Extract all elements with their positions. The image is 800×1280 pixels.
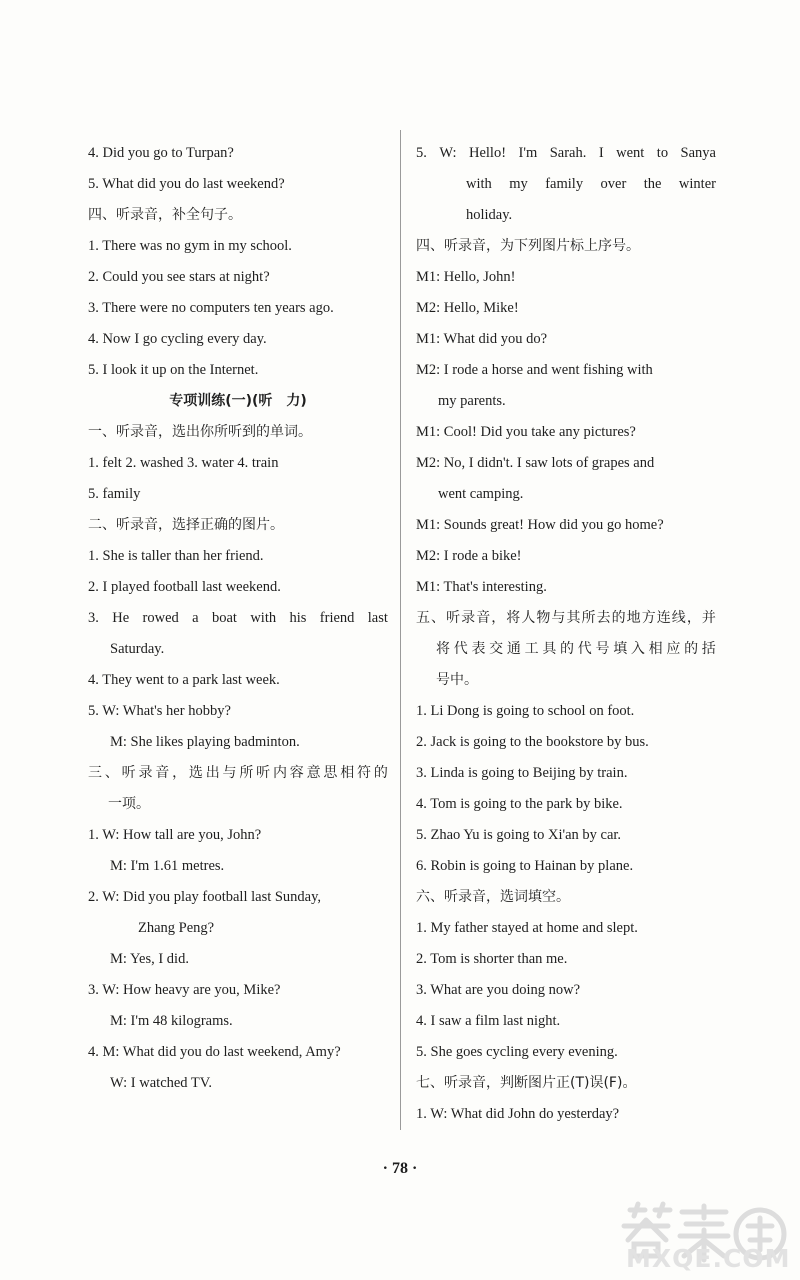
text-line: 1. She is taller than her friend. — [88, 548, 264, 564]
column-divider — [400, 130, 401, 1130]
text-line: 3. There were no computers ten years ago. — [88, 300, 334, 316]
text-line: 5. What did you do last weekend? — [88, 176, 285, 192]
left-column — [88, 138, 388, 1099]
text-line: 5. Zhao Yu is going to Xi'an by car. — [416, 827, 622, 843]
text-line: 3. What are you doing now? — [416, 982, 581, 998]
text-line: 4. They went to a park last week. — [88, 672, 280, 688]
text-line: M: She likes playing badminton. — [110, 734, 300, 750]
text-line: holiday. — [466, 207, 513, 223]
text-line: M1: Hello, John! — [416, 269, 516, 285]
text-line: 四、听录音，为下列图片标上序号。 — [416, 238, 640, 254]
text-line: 专项训练(一)(听 力) — [169, 393, 307, 409]
text-line: Saturday. — [110, 641, 165, 657]
text-line: M: I'm 48 kilograms. — [110, 1013, 233, 1029]
text-line: 5. W: What's her hobby? — [88, 703, 231, 719]
text-line: M1: What did you do? — [416, 331, 548, 347]
text-line: 6. Robin is going to Hainan by plane. — [416, 858, 634, 874]
text-line: 号中。 — [436, 672, 478, 688]
text-line: 1. felt 2. washed 3. water 4. train — [88, 455, 279, 471]
text-line: M1: Cool! Did you take any pictures? — [416, 424, 636, 440]
text-line: 4. Tom is going to the park by bike. — [416, 796, 623, 812]
text-line: 2. W: Did you play football last Sunday, — [88, 889, 322, 905]
text-line: M2: Hello, Mike! — [416, 300, 519, 316]
text-line: 4. Now I go cycling every day. — [88, 331, 267, 347]
text-line: Zhang Peng? — [138, 920, 215, 936]
text-line: 1. W: What did John do yesterday? — [416, 1106, 620, 1122]
text-line: went camping. — [438, 486, 524, 502]
text-line: 4. I saw a film last night. — [416, 1013, 561, 1029]
text-line: 2. Tom is shorter than me. — [416, 951, 568, 967]
text-line: 一项。 — [108, 796, 150, 812]
text-line: 1. My father stayed at home and slept. — [416, 920, 638, 936]
text-line: with my family over the winter — [466, 176, 716, 192]
text-line: 5. I look it up on the Internet. — [88, 362, 259, 378]
page-number: · 78 · — [382, 1160, 418, 1177]
text-line: 5. W: Hello! I'm Sarah. I went to Sanya — [416, 145, 716, 161]
text-line: 将 代 表 交 通 工 具 的 代 号 填 入 相 应 的 括 — [436, 641, 716, 657]
text-line: M: I'm 1.61 metres. — [110, 858, 225, 874]
text-line: M1: Sounds great! How did you go home? — [416, 517, 664, 533]
text-line: M2: I rode a bike! — [416, 548, 522, 564]
text-line: 2. Could you see stars at night? — [88, 269, 270, 285]
text-line: 3. Linda is going to Beijing by train. — [416, 765, 628, 781]
text-line: 5. family — [88, 486, 141, 502]
text-line: M1: That's interesting. — [416, 579, 547, 595]
text-line: 1. W: How tall are you, John? — [88, 827, 262, 843]
text-line: 六、听录音，选词填空。 — [416, 889, 570, 905]
text-line: 四、听录音，补全句子。 — [88, 207, 242, 223]
text-line: 三 、 听 录 音 ， 选 出 与 所 听 内 容 意 思 相 符 的 — [88, 765, 388, 781]
text-line: 5. She goes cycling every evening. — [416, 1044, 618, 1060]
text-line: M2: No, I didn't. I saw lots of grapes and — [416, 455, 655, 471]
text-line: M2: I rode a horse and went fishing with — [416, 362, 653, 378]
text-line: 4. Did you go to Turpan? — [88, 145, 234, 161]
text-line: 二、听录音，选择正确的图片。 — [88, 517, 284, 533]
text-line: M: Yes, I did. — [110, 951, 189, 967]
text-line: 3. He rowed a boat with his friend last — [88, 610, 388, 626]
text-line: 3. W: How heavy are you, Mike? — [88, 982, 281, 998]
watermark-url: MXQE.COM — [626, 1244, 791, 1273]
text-line: 五 、 听 录 音 ， 将 人 物 与 其 所 去 的 地 方 连 线 ， 并 — [416, 610, 716, 626]
text-line: 一、听录音，选出你所听到的单词。 — [88, 424, 312, 440]
text-line: W: I watched TV. — [110, 1075, 213, 1091]
text-line: 七、听录音，判断图片正(T)误(F)。 — [416, 1075, 637, 1091]
text-line: 1. Li Dong is going to school on foot. — [416, 703, 635, 719]
text-line: 1. There was no gym in my school. — [88, 238, 292, 254]
right-column — [416, 138, 716, 1130]
text-line: 2. Jack is going to the bookstore by bus. — [416, 734, 649, 750]
text-line: 4. M: What did you do last weekend, Amy? — [88, 1044, 341, 1060]
text-line: 2. I played football last weekend. — [88, 579, 281, 595]
text-line: my parents. — [438, 393, 506, 409]
